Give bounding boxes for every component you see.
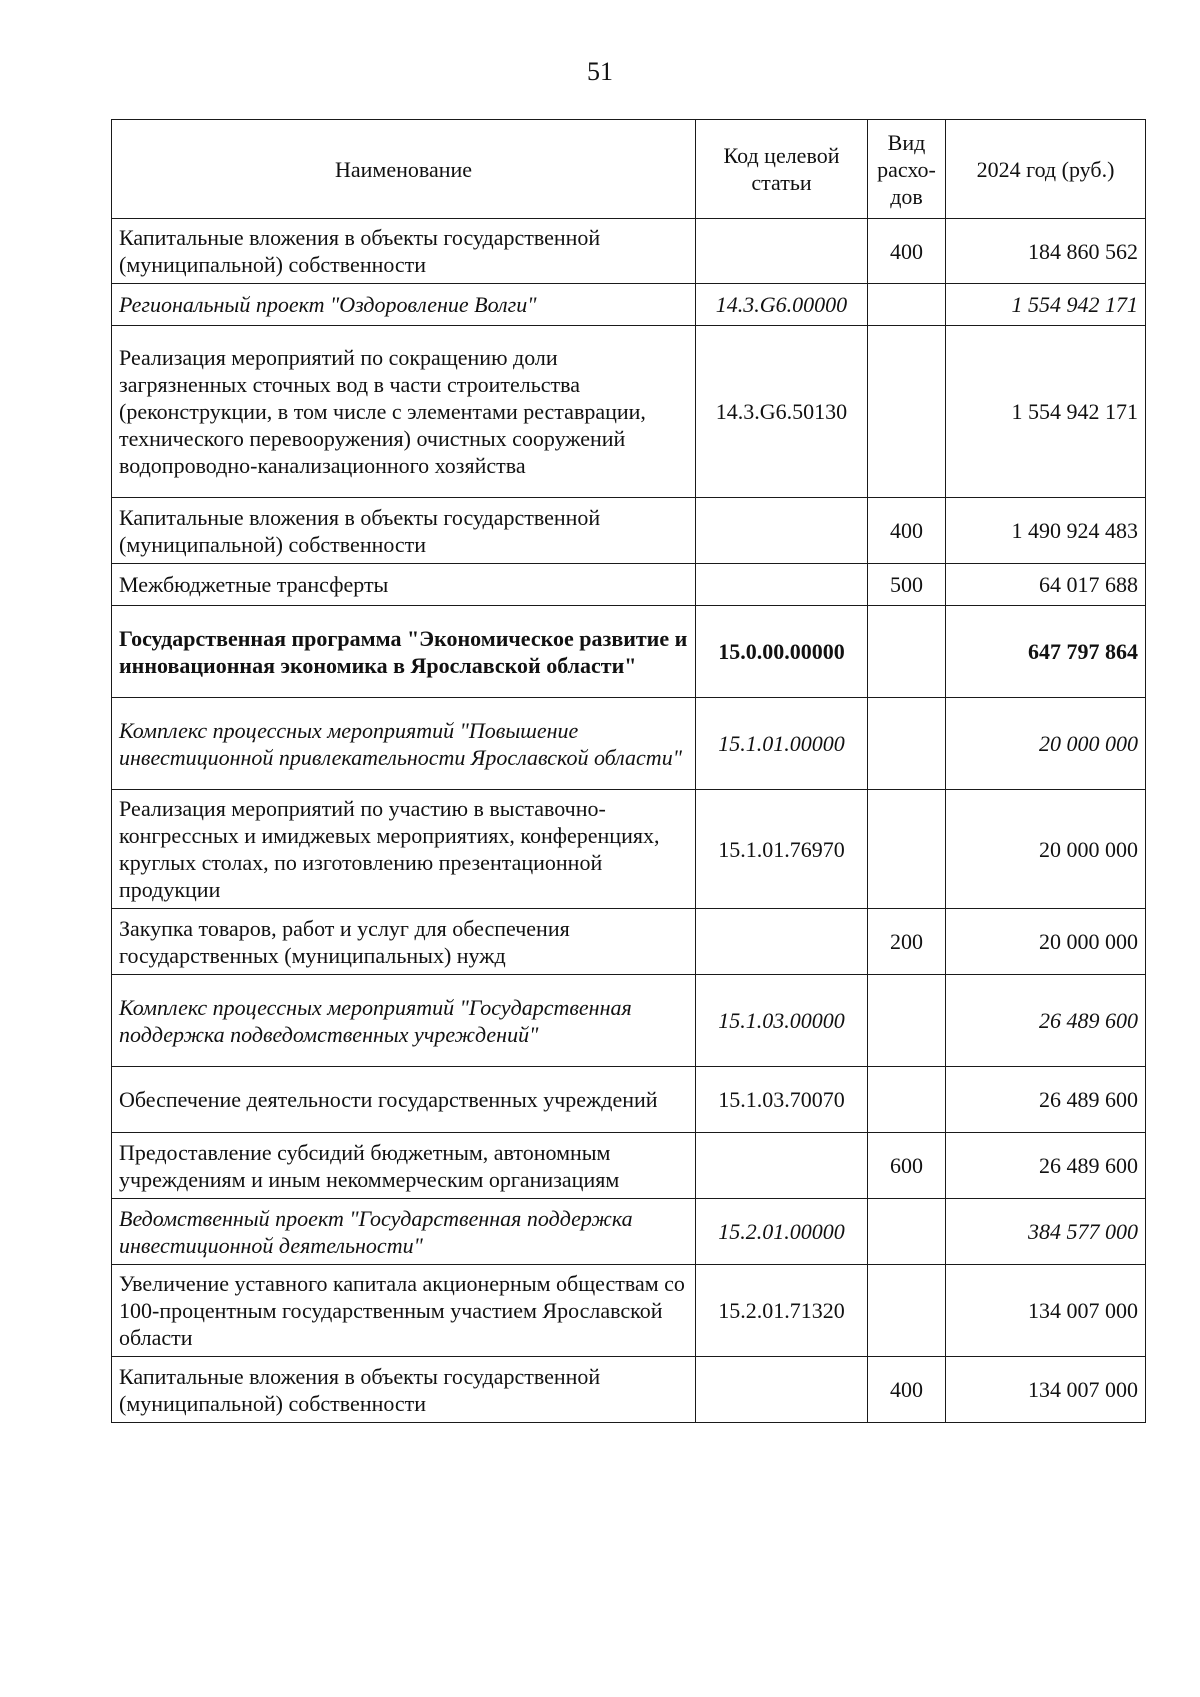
cell-kind [868, 698, 946, 790]
cell-name: Капитальные вложения в объекты государственной (муниципальной) собственности [112, 219, 696, 284]
cell-sum: 20 000 000 [946, 698, 1146, 790]
table-row [112, 790, 1146, 909]
cell-name: Ведомственный проект "Государственная поддержка инвестиционной деятельности" [112, 1199, 696, 1265]
cell-sum: 26 489 600 [946, 975, 1146, 1067]
table-row [112, 564, 1146, 606]
cell-name: Комплекс процессных мероприятий "Повышение инвестиционной привлекательности Ярославской области" [112, 698, 696, 790]
cell-code [696, 564, 868, 606]
cell-kind: 400 [868, 219, 946, 284]
cell-sum: 134 007 000 [946, 1265, 1146, 1357]
cell-name: Предоставление субсидий бюджетным, автономным учреждениям и иным некоммерческим организациям [112, 1133, 696, 1199]
table-row [112, 909, 1146, 975]
table-row [112, 606, 1146, 698]
cell-name: Капитальные вложения в объекты государственной (муниципальной) собственности [112, 498, 696, 564]
cell-code: 15.1.03.70070 [696, 1067, 868, 1133]
cell-kind [868, 975, 946, 1067]
cell-name: Обеспечение деятельности государственных учреждений [112, 1067, 696, 1133]
header-kind: Вид расхо-дов [868, 120, 946, 219]
cell-sum: 1 490 924 483 [946, 498, 1146, 564]
header-code: Код целевой статьи [696, 120, 868, 219]
cell-code [696, 498, 868, 564]
cell-sum: 1 554 942 171 [946, 326, 1146, 498]
cell-code: 15.2.01.71320 [696, 1265, 868, 1357]
cell-code: 14.3.G6.50130 [696, 326, 868, 498]
cell-name: Капитальные вложения в объекты государственной (муниципальной) собственности [112, 1357, 696, 1423]
table-row [112, 1199, 1146, 1265]
table-body [112, 219, 1146, 1423]
cell-code: 15.0.00.00000 [696, 606, 868, 698]
cell-code [696, 1133, 868, 1199]
table-row [112, 326, 1146, 498]
cell-kind [868, 1265, 946, 1357]
cell-sum: 20 000 000 [946, 790, 1146, 909]
cell-name: Закупка товаров, работ и услуг для обеспечения государственных (муниципальных) нужд [112, 909, 696, 975]
cell-code: 14.3.G6.00000 [696, 284, 868, 326]
table-row [112, 698, 1146, 790]
cell-kind [868, 326, 946, 498]
header-name: Наименование [112, 120, 696, 219]
cell-kind: 400 [868, 1357, 946, 1423]
cell-kind [868, 790, 946, 909]
cell-code: 15.1.03.00000 [696, 975, 868, 1067]
cell-kind: 200 [868, 909, 946, 975]
table-row [112, 284, 1146, 326]
cell-sum: 647 797 864 [946, 606, 1146, 698]
cell-name: Комплекс процессных мероприятий "Государственная поддержка подведомственных учреждений" [112, 975, 696, 1067]
header-sum: 2024 год (руб.) [946, 120, 1146, 219]
cell-sum: 64 017 688 [946, 564, 1146, 606]
cell-code [696, 219, 868, 284]
cell-kind: 400 [868, 498, 946, 564]
table-row [112, 1357, 1146, 1423]
table-row [112, 219, 1146, 284]
cell-name: Государственная программа "Экономическое развитие и инновационная экономика в Ярославской области" [112, 606, 696, 698]
cell-sum: 1 554 942 171 [946, 284, 1146, 326]
cell-name: Увеличение уставного капитала акционерным обществам со 100-процентным государственным участием Ярославской области [112, 1265, 696, 1357]
cell-name: Региональный проект "Оздоровление Волги" [112, 284, 696, 326]
cell-sum: 26 489 600 [946, 1133, 1146, 1199]
cell-name: Реализация мероприятий по сокращению доли загрязненных сточных вод в части строительства (реконструкции, в том числе с элементами реставрации, технического перевооружения) очистных сооружений водопроводно-канализационного хозяйства [112, 326, 696, 498]
cell-sum: 26 489 600 [946, 1067, 1146, 1133]
budget-table [111, 119, 1146, 1423]
page-number: 51 [587, 57, 613, 86]
cell-code [696, 1357, 868, 1423]
cell-kind [868, 1067, 946, 1133]
table-row [112, 1133, 1146, 1199]
table-row [112, 1265, 1146, 1357]
table-row [112, 498, 1146, 564]
cell-kind: 600 [868, 1133, 946, 1199]
cell-code: 15.1.01.00000 [696, 698, 868, 790]
cell-kind [868, 606, 946, 698]
cell-sum: 184 860 562 [946, 219, 1146, 284]
table-row [112, 975, 1146, 1067]
cell-sum: 134 007 000 [946, 1357, 1146, 1423]
cell-kind [868, 284, 946, 326]
cell-kind: 500 [868, 564, 946, 606]
cell-code [696, 909, 868, 975]
cell-name: Реализация мероприятий по участию в выставочно-конгрессных и имиджевых мероприятиях, конференциях, круглых столах, по изготовлению презентационной продукции [112, 790, 696, 909]
cell-kind [868, 1199, 946, 1265]
cell-code: 15.2.01.00000 [696, 1199, 868, 1265]
table-row [112, 1067, 1146, 1133]
cell-sum: 20 000 000 [946, 909, 1146, 975]
cell-sum: 384 577 000 [946, 1199, 1146, 1265]
table-header-row [112, 120, 1146, 219]
cell-code: 15.1.01.76970 [696, 790, 868, 909]
cell-name: Межбюджетные трансферты [112, 564, 696, 606]
